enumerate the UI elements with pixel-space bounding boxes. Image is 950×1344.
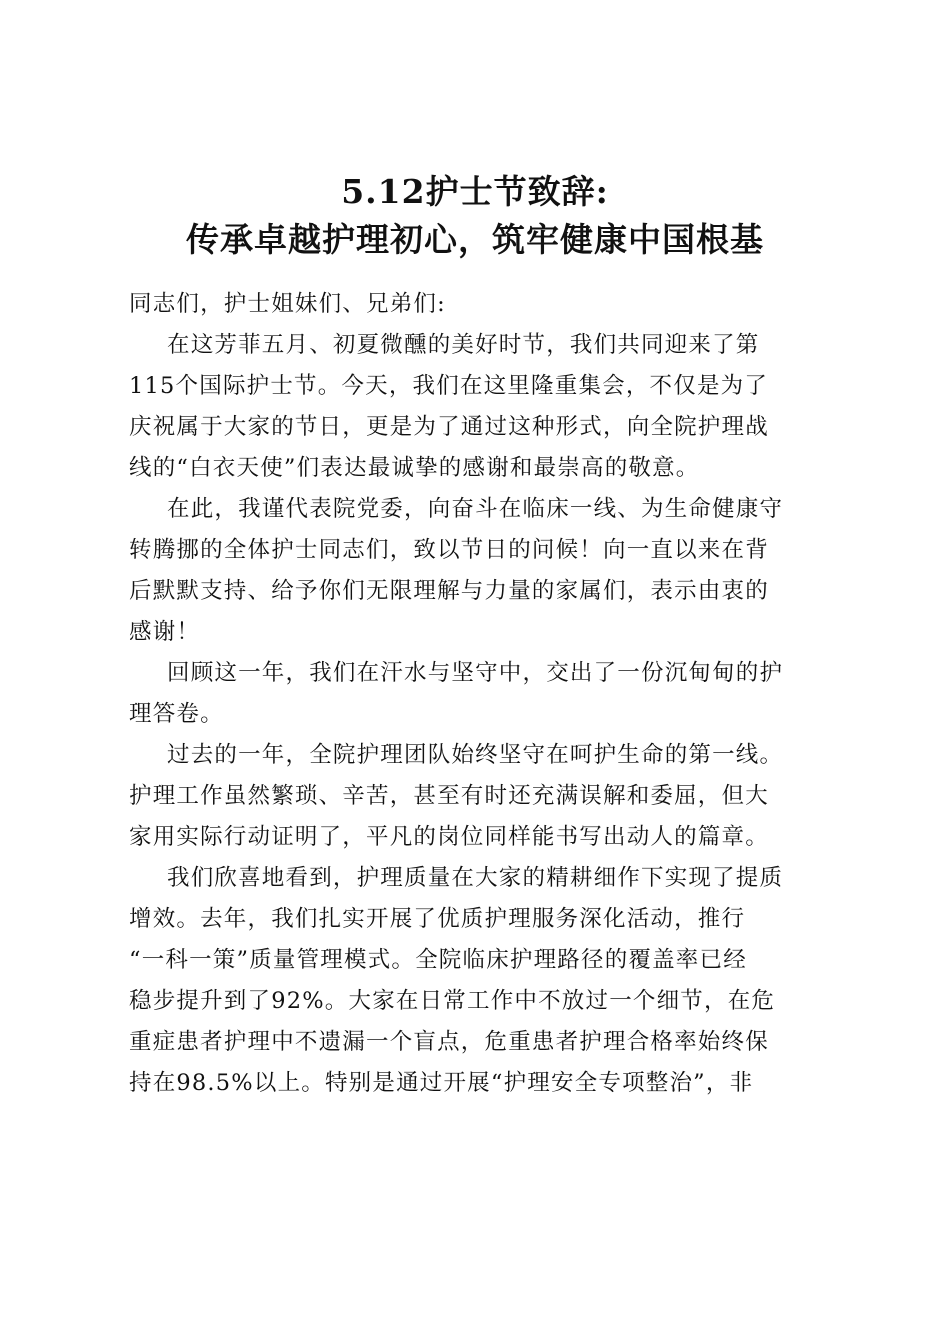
paragraph-line: “一科一策”质量管理模式。全院临床护理路径的覆盖率已经 <box>129 947 747 973</box>
paragraph-line: 过去的一年，全院护理团队始终坚守在呵护生命的第一线。 <box>167 742 784 768</box>
paragraph-line: 我们欣喜地看到，护理质量在大家的精耕细作下实现了提质 <box>167 865 784 891</box>
paragraph-line: 家用实际行动证明了，平凡的岗位同样能书写出动人的篇章。 <box>129 824 769 850</box>
paragraph-line: 转腾挪的全体护士同志们，致以节日的问候！向一直以来在背 <box>129 537 769 563</box>
paragraph-line: 庆祝属于大家的节日，更是为了通过这种形式，向全院护理战 <box>129 414 769 440</box>
paragraph-line: 后默默支持、给予你们无限理解与力量的家属们，表示由衷的 <box>129 578 769 604</box>
greeting-line: 同志们，护士姐妹们、兄弟们: <box>129 291 446 317</box>
paragraph-line: 持在98.5%以上。特别是通过开展“护理安全专项整治”，非 <box>129 1070 754 1096</box>
title-line-1: 5.12护士节致辞: <box>341 172 609 211</box>
paragraph-line: 115个国际护士节。今天，我们在这里隆重集会，不仅是为了 <box>129 373 769 399</box>
paragraph-line: 重症患者护理中不遗漏一个盲点，危重患者护理合格率始终保 <box>129 1029 769 1055</box>
paragraph-line: 稳步提升到了92%。大家在日常工作中不放过一个细节，在危 <box>129 988 776 1014</box>
paragraph-line: 感谢！ <box>129 619 201 645</box>
document-title <box>0 168 950 264</box>
paragraph-line: 理答卷。 <box>129 701 224 727</box>
paragraph-line: 增效。去年，我们扎实开展了优质护理服务深化活动，推行 <box>129 906 746 932</box>
title-line-2: 传承卓越护理初心，筑牢健康中国根基 <box>186 220 764 259</box>
paragraph-line: 线的“白衣天使”们表达最诚挚的感谢和最崇高的敬意。 <box>129 455 700 481</box>
document-body <box>129 284 829 1104</box>
paragraph-line: 在这芳菲五月、初夏微醺的美好时节，我们共同迎来了第 <box>167 332 760 358</box>
paragraph-line: 护理工作虽然繁琐、辛苦，甚至有时还充满误解和委屈，但大 <box>129 783 769 809</box>
paragraph-line: 在此，我谨代表院党委，向奋斗在临床一线、为生命健康守 <box>167 496 784 522</box>
paragraph-line: 回顾这一年，我们在汗水与坚守中，交出了一份沉甸甸的护 <box>167 660 784 686</box>
